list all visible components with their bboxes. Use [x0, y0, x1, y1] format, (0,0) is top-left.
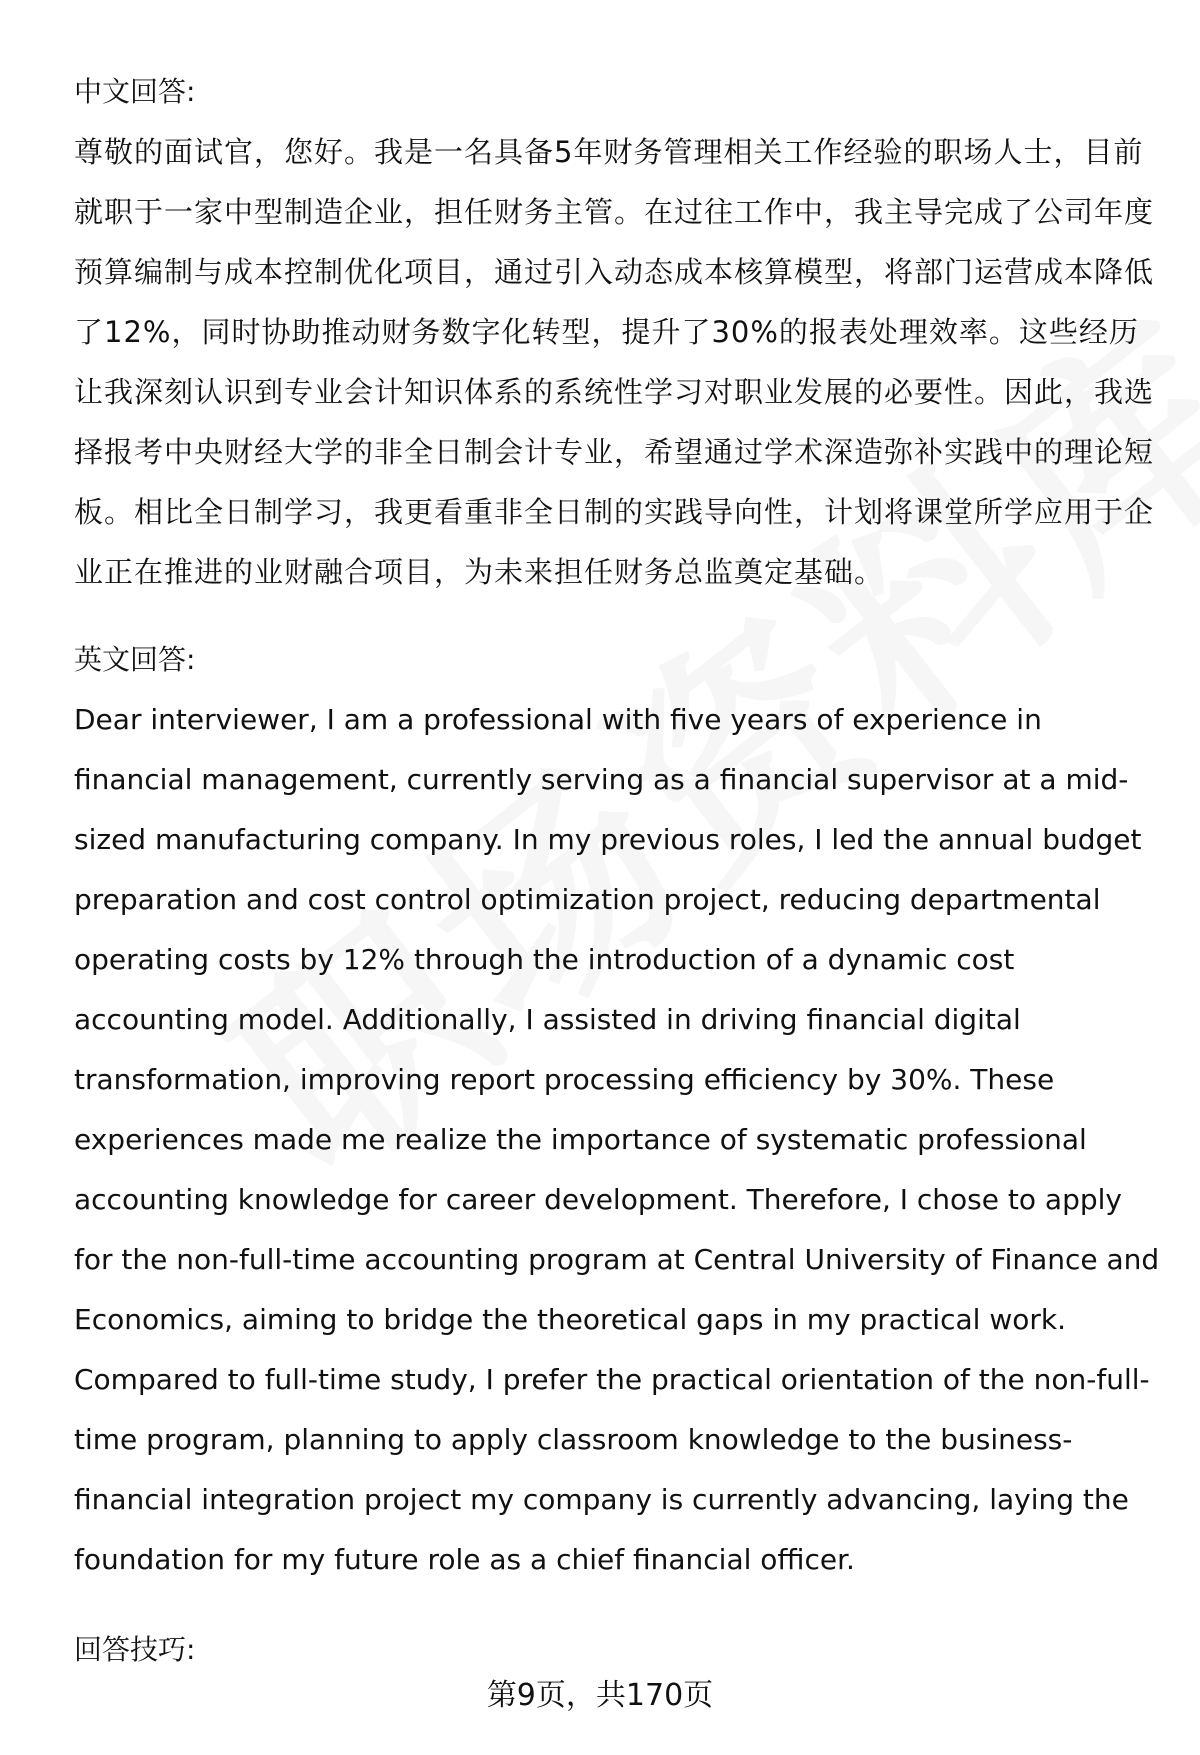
page-content — [74, 62, 1164, 1680]
chinese-answer-heading: 中文回答: — [74, 75, 196, 108]
chinese-answer-text: 尊敬的面试官，您好。我是一名具备5年财务管理相关工作经验的职场人士，目前就职于一家中型制造企业，担任财务主管。在过往工作中，我主导完成了公司年度预算编制与成本控制优化项目，通过引入动态成本核算模型，将部门运营成本降低了12%，同时协助推动财务数字化转型，提升了30%的报表处理效率。这些经历让我深刻认识到专业会计知识体系的系统性学习对职业发展的必要性。因此，我选择报考中央财经大学的非全日制会计专业，希望通过学术深造弥补实践中的理论短板。相比全日制学习，我更看重非全日制的实践导向性，计划将课堂所学应用于企业正在推进的业财融合项目，为未来担任财务总监奠定基础。 — [74, 135, 1155, 589]
english-answer-text: Dear interviewer, I am a professional with five years of experience in financial management, currently serving as a financial supervisor at a mid-sized manufacturing company. In my previous roles, I led the annual budget preparation and cost control optimization project, reducing departmental operating costs by 12% through the introduction of a dynamic cost accounting model. Additionally, I assisted in driving financial digital transformation, improving report processing efficiency by 30%. These experiences made me realize the importance of systematic professional accounting knowledge for career development. Therefore, I chose to apply for the non-full-time accounting program at Central University of Finance and Economics, aiming to bridge the theoretical gaps in my practical work. Compared to full-time study, I prefer the practical orientation of the non-full-time program, planning to apply classroom knowledge to the business-financial integration project my company is currently advancing, laying the foundation for my future role as a chief financial officer. — [74, 703, 1160, 1576]
section-spacer — [74, 602, 1164, 630]
section-spacer — [74, 1590, 1164, 1620]
page-number-footer: 第9页，共170页 — [486, 1678, 714, 1713]
english-answer-heading: 英文回答: — [74, 643, 196, 676]
answer-tips-heading: 回答技巧: — [74, 1633, 196, 1666]
